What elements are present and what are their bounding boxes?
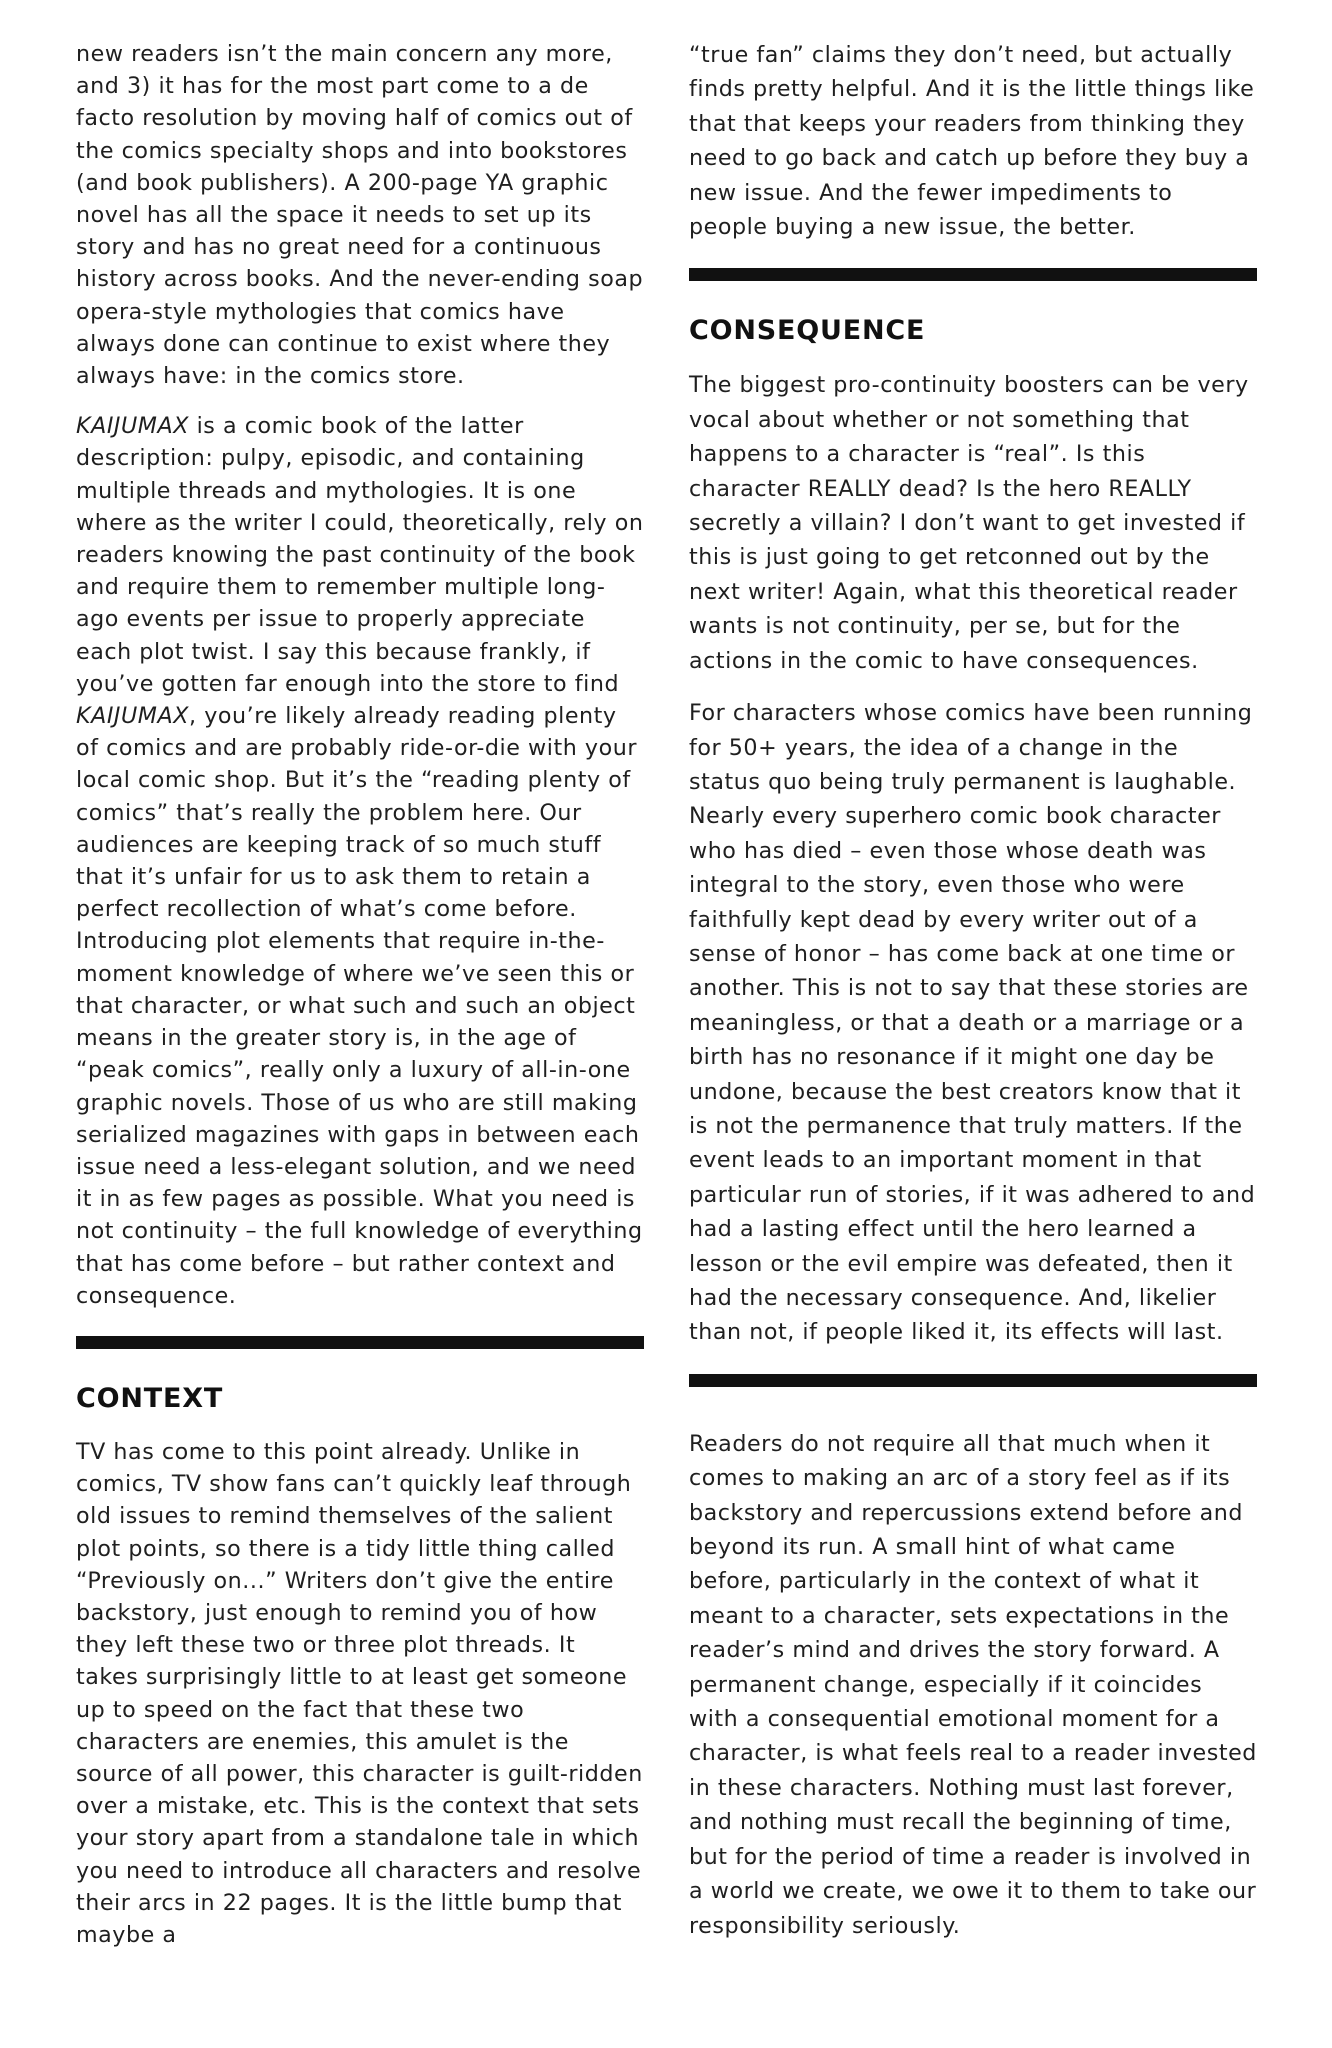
- title-kaijumax: KAIJUMAX: [76, 413, 189, 440]
- paragraph: new readers isn’t the main concern any more, and 3) it has for the most part come to a de facto resolution by moving half of comics out of the comics specialty shops and into bookstores (and book publishers). A 200-page YA graphic novel has all the space it needs to set up its story and has no great need for a continuous history across books. And the never-ending soap opera-style mythologies that comics have always done can continue to exist where they always have: in the comics store.: [76, 41, 644, 390]
- paragraph: The biggest pro-continuity boosters can be very vocal about whether or not something that happens to a character is “real”. Is this character REALLY dead? Is the hero REALLY secretly a villain? I don’t want to get invested if this is just going to get retconned out by the next writer! Again, what this theoretical reader wants is not continuity, per se, but for the actions in the comic to have consequences.: [689, 372, 1249, 674]
- paragraph-text: , you’re likely already reading plenty of comics and are probably ride-or-die with your local comic shop. But it’s the “reading plenty of comics” that’s really the problem here. Our audiences are keeping track of so much stuff that it’s unfair for us to ask them to retain a perfect recollection of what’s come before. Introducing plot elements that require in-the-moment knowledge of where we’ve seen this or that character, or what such and such an object means in the greater story is, in the age of “peak comics”, really only a luxury of all-in-one graphic novels. Those of us who are still making serialized magazines with gaps in between each issue need a less-elegant solution, and we need it in as few pages as possible. What you need is not continuity – the full knowledge of everything that has come before – but rather context and consequence.: [76, 703, 643, 1309]
- paragraph: Readers do not require all that much when it comes to making an arc of a story feel as if its backstory and repercussions extend before and beyond its run. A small hint of what came before, particularly in the context of what it meant to a character, sets expectations in the reader’s mind and drives the story forward. A permanent change, especially if it coincides with a consequential emotional moment for a character, is what feels real to a reader invested in these characters. Nothing must last forever, and nothing must recall the beginning of time, but for the period of time a reader is involved in a world we create, we owe it to them to take our responsibility seriously.: [689, 1430, 1257, 1939]
- section-divider: [76, 1336, 644, 1349]
- paragraph: “true fan” claims they don’t need, but actually finds pretty helpful. And it is the little things like that that keeps your readers from thinking they need to go back and catch up before they buy a new issue. And the fewer impediments to people buying a new issue, the better.: [689, 42, 1255, 241]
- section-divider: [689, 268, 1257, 281]
- right-column: [689, 38, 1257, 1961]
- paragraph: TV has come to this point already. Unlike in comics, TV show fans can’t quickly leaf through old issues to remind themselves of the salient plot points, so there is a tidy little thing called “Previously on...” Writers don’t give the entire backstory, just enough to remind you of how they left these two or three plot threads. It takes surprisingly little to at least get someone up to speed on the fact that these two characters are enemies, this amulet is the source of all power, this character is guilt-ridden over a mistake, etc. This is the context that sets your story apart from a standalone tale in which you need to introduce all characters and resolve their arcs in 22 pages. It is the little bump that maybe a: [76, 1438, 643, 1948]
- paragraph-text: is a comic book of the latter description: pulpy, episodic, and containing multiple threads and mythologies. It is one where as the writer I could, theoretically, rely on readers knowing the past continuity of the book and require them to remember multiple long-ago events per issue to properly appreciate each plot twist. I say this because frankly, if you’ve gotten far enough into the store to find: [76, 413, 644, 697]
- section-heading-consequence: CONSEQUENCE: [689, 315, 926, 347]
- section-heading-context: CONTEXT: [76, 1382, 224, 1414]
- section-divider: [689, 1374, 1257, 1387]
- paragraph: For characters whose comics have been running for 50+ years, the idea of a change in the status quo being truly permanent is laughable. Nearly every superhero comic book character who has died – even those whose death was integral to the story, even those who were faithfully kept dead by every writer out of a sense of honor – has come back at one time or another. This is not to say that these stories are meaningless, or that a death or a marriage or a birth has no resonance if it might one day be undone, because the best creators know that it is not the permanence that truly matters. If the event leads to an important moment in that particular run of stories, if it was adhered to and had a lasting effect until the hero learned a lesson or the evil empire was defeated, then it had the necessary consequence. And, likelier than not, if people liked it, its effects will last.: [689, 700, 1256, 1346]
- title-kaijumax: KAIJUMAX: [76, 703, 189, 730]
- left-column: [76, 38, 644, 1969]
- paragraph-kaijumax: [76, 410, 644, 1312]
